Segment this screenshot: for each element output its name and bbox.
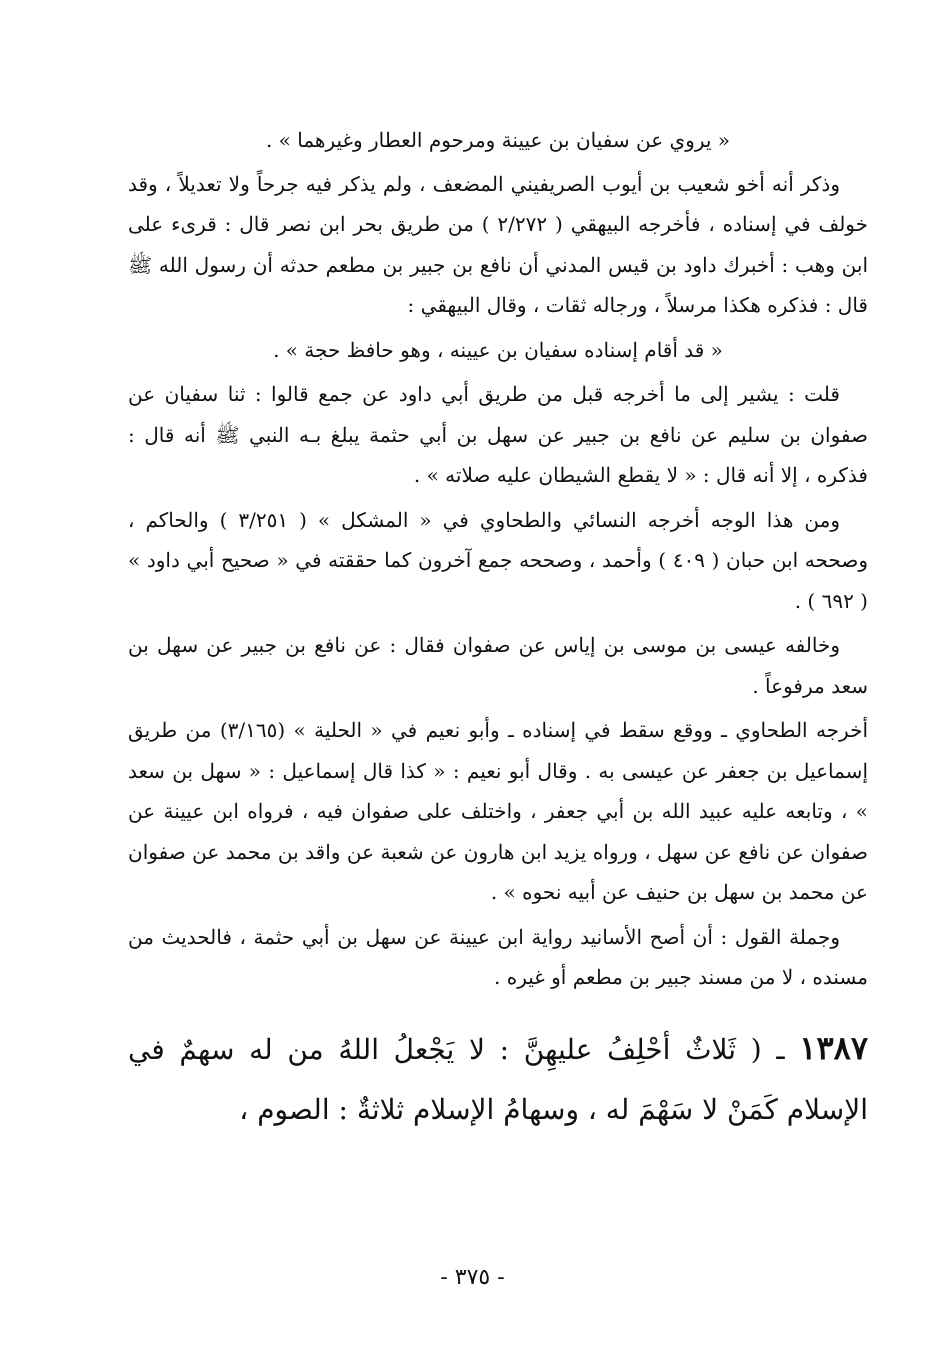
paragraph-6: وخالفه عيسى بن موسى بن إياس عن صفوان فقال : عن نافع بن جبير عن سهل بن سعد مرفوعاً . [128,633,868,698]
paragraph-5: ومن هذا الوجه أخرجه النسائي والطحاوي في « المشكل » ( ٣/٢٥١ ) والحاكم ، وصححه ابن حبان ( ٤٠٩ ) وأحمد ، وصححه جمع آخرون كما حققته في « صحيح أبي داود » ( ٦٩٢ ) . [128,507,868,613]
paragraph-4: قلت : يشير إلى ما أخرجه قبل من طريق أبي داود عن جمع قالوا : ثنا سفيان عن صفوان بن سليم عن نافع بن جبير عن سهل بن أبي حثمة يبلغ بـه النبي ﷺ أنه قال : فذكره ، إلا أنه قال : « لا يقطع الشيطان عليه صلاته » . [128,382,868,487]
paragraph-8: وجملة القول : أن أصح الأسانيد رواية ابن عيينة عن سهل بن أبي حثمة ، فالحديث من مسنده ، لا من مسند جبير بن مطعم أو غيره . [128,924,868,989]
hadith-paragraph [128,1018,868,1140]
hadith-text: ـ ( ثَلاثٌ أحْلِفُ عليهِنَّ : لا يَجْعلُ اللهُ من له سهمٌ في الإسلام كَمَنْ لا سَهْمَ له ، وسهامُ الإسلام ثلاثةٌ : الصوم ، [128,1032,868,1126]
hadith-number: ١٣٨٧ [799,1028,868,1067]
page-number: - ٣٧٥ - [440,1265,505,1290]
paragraph-2: وذكر أنه أخو شعيب بن أيوب الصريفيني المضعف ، ولم يذكر فيه جرحاً ولا تعديلاً ، وقد خولف في إسناده ، فأخرجه البيهقي ( ٢/٢٧٢ ) من طريق بحر ابن نصر قال : قرىء على ابن وهب : أخبرك داود بن قيس المدني أن نافع بن جبير بن مطعم حدثه أن رسول الله ﷺ قال : فذكره هكذا مرسلاً ، ورجاله ثقات ، وقال البيهقي : [128,171,868,317]
text-block [128,120,868,1140]
quote-paragraph-3: « قد أقام إسناده سفيان بن عيينه ، وهو حافظ حجة » . [273,337,723,362]
paragraph-7: أخرجه الطحاوي ـ ووقع سقط في إسناده ـ وأبو نعيم في « الحلية » (٣/١٦٥) من طريق إسماعيل بن جعفر عن عيسى به . وقال أبو نعيم : « كذا قال إسماعيل : « سهل بن سعد » ، وتابعه عليه عبيد الله بن أبي جعفر ، واختلف على صفوان فيه ، فرواه ابن عيينة عن صفوان عن نافع عن سهل ، ورواه يزيد ابن هارون عن شعبة عن واقد بن محمد عن صفوان عن محمد بن سهل بن حنيف عن أبيه نحوه » . [128,718,869,904]
quote-paragraph-1: « يروي عن سفيان بن عيينة ومرحوم العطار وغيرهما » . [265,128,731,152]
